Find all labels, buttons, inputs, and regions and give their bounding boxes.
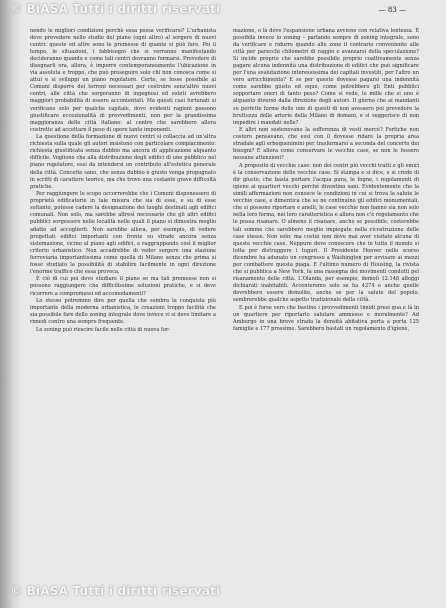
watermark-top: © BiASA Tutti i diritti riservati bbox=[10, 2, 221, 16]
paragraph: E altri non sostenevano la sofferenza di vesti mercé? Fortiche non costoro pensavano, che essi con il dovesse ridare la propria area stradale agli erboquenimini per trasformarsi a seconda del concerto dei bisogni? E allora come conservare le vecchie case, se non le fossero nessune attenzioni? bbox=[233, 127, 419, 162]
left-column bbox=[30, 28, 216, 334]
paragraph: La questione della formazione di nuovi centri si collaccia ad un'altra richiesta sulla quale gli autori insistono con particolare compiacimento: richiesta giustificata senza dubbio ma ancora di applicazione alquanto difficile. Vogliono che alla distribuzione degli edifici di uno pubblico nel piano regolatore, essi da intendersi un contributo all'estetica generale della città. Concetto sano, che senza dubbio è giusto venga propugnato in scritti di carattere teorico, ma che trovo una costante grave difficoltà pratiche. bbox=[30, 134, 216, 190]
paragraph: nendo le migliori condizioni perchè essa possa verificarsi? L'urbanista deve prevedere nello studio del piano (ogni altro) al sorgere di nuovi centri: queste ed altre sono le premesse di quanto si può fare. Poi il tempo, le situazioni, i fabbisogni che si verranno manifestando decideranno quando e come tali centri dovranno formarsi. Prevedere di disegnarli ora, allora, è imporre contemporaneamente l'ubicazione in via assoluta e troppo, che può proseguire solo chi non conosca come si attui e si sviluppi un piano regolatore. Certo, se fosse possibile ai Comuni disporre dei terreni necessari per costruire senz'altro nuovi centri, alle città che sorgeranno di ingegnosi ed esteti avrebbero maggiori probabilità di essere accontentati. Ma questi casi fortunati si verificano solo per qualche capitale, dove evidenti ragioni possono giustificare eccezionalità di provvedimenti, non per la grandissima maggioranza delle città italiane: al centro che sarebbero allora costrette ad accettare il peso di opere tanto imponenti. bbox=[30, 28, 216, 133]
page-number: — 83 — bbox=[378, 6, 406, 14]
paragraph: Per raggiungere lo scopo occorrerebbe che i Comuni disponessero di proprietà edificatorie in tale misura che sia di esse, e su di esse soltanto, potesse cadere la designazione dei luoghi destinati agli edifici comunali. Non solo, ma sarebbe altresì necessario che gli altri edifici pubblici sorgessero nelle località nelle quali il piano si dimostra meglio adatto ad accoglierli. Non sarebbe allora, per esempio, di vedere progettati edifici importanti con fronte su strade ancora senza sistemazione, vicino al piano agli edifici, e raggruppando così il miglior criterio urbanistico. Non accadrebbe di veder sorgere una stazione ferroviaria importantissima come quella di Milano senza che prima si fosse studiato la possibilità di stabilire facilmente in ogni direzione l'enorme traffico che essa provoca. bbox=[30, 191, 216, 275]
paragraph: A proposito di vecchie case: non dei centri più vecchi tratti e gli emiri è la conservazione delle vecchie case. Si stampa e si dice, e si crede di dir giusto, che basta portare l'acqua pura, le fogne, i regolamenti di igiene ai quartieri vecchi perché diventino sani. Evidentemente che la simili affermazioni non conosce le condizioni in cui si trova la salute le vecchie case, e dimentica che se ne continuino gli edifici monumentali, che si possono riportare e anelli, le case vecchie non hanno sia non solo nella loro forma, nei loro caratteristica e allora non c'è regolamento che le possa risanare. O almeno il risanare, anche se possibile, costerebbe tali somme che sarebbero meglio impiegate nella ricostruzione delle case stesse. Non solo: ma costui non deve mai aver visitato alcuna di queste vecchie case. Neppure deve conoscere che in tutto il mondo si lotta per distruggere i tuguri. Il Presidente Hoover nello scorso dicembre ha adunato un congresso a Washington per avvisare ai mezzi per combattere questa piaga. E l'ultimo numero di Housing, la rivista che si pubblica a New York, fa una rassegna dei movimenti condotti pel risanamento delle città. L'Olanda, per esempio, demolì 12.148 alloggi dichiarati inabitabili. Accenteremo solo se ha 4274 e anche quelle dovrebbero essere demolite, anche se per la salute del popolo. sembrerebbe qualche aspetto tradizionale della città. bbox=[233, 163, 419, 303]
binding-shadow bbox=[0, 0, 22, 608]
right-column bbox=[233, 28, 419, 333]
paragraph: Lo zoning può riescire facile nelle città di nuova for- bbox=[36, 326, 170, 333]
paragraph: È ciò di cui poi devo studiare il piano se ma tali premesse non si possono raggiungere che difficilissime soluzioni pratiche, e si deve ricorrere a compromessi ed accomodamenti? bbox=[30, 276, 216, 297]
paragraph: mazione, o là dove l'espansione urbana avviene con relativa lentezza. È possibile invece lo zoning – parlando sempre di zoning integrale, sono da verificare e ridurre quando alle zone il contrario conveniente alle città per parecchi chilometri di raggio e avanzarsi della speculazione? Si incide proprio che sarebbe possibile proprio coattivamente senza pagare alcuna indennità una distribuzione di edifici che può significare per l'una svalutazione interessissima dei capitali investiti, per l'altro un vero arricchimento? E se per questo dovesse pagarsi una indennità come sarebbe giusto ed equo, come potrebbero gli Enti pubblici sopportare oneri di tanto peso? Come si vede, le mille che si uno è alquanto diverso dalla direzione degli autori. Il giorno che ai mandanti su perfette forme delle une di questi di non avessero poi prevedere la bruttezza delle arterie della Milano di domani, e si suggerisce di non impedire i mandati nelle? bbox=[233, 28, 419, 126]
paragraph: Lo stesso potremmo dire per quella che sembra la conquista più importante della moderna urbanistica, le creazioni troppo facilità che sia possibile fare dello zoning integrale dove invece vi si deve limitare a rimedi contro una sempre frequente. bbox=[30, 298, 216, 326]
watermark-bottom: © BiASA Tutti i diritti riservati bbox=[10, 584, 221, 598]
paragraph: E poi è forse vero che bastino i provvedimenti timidi presi qua e là in un quartiere per riportarlo salutare ammesso e moralmente? Ad Amburgo in una breve strada la densità abitativa porta a porta 125 famiglie e 177 prossime. Sarebbero bastati un regolamento d'igiene, bbox=[233, 304, 419, 332]
